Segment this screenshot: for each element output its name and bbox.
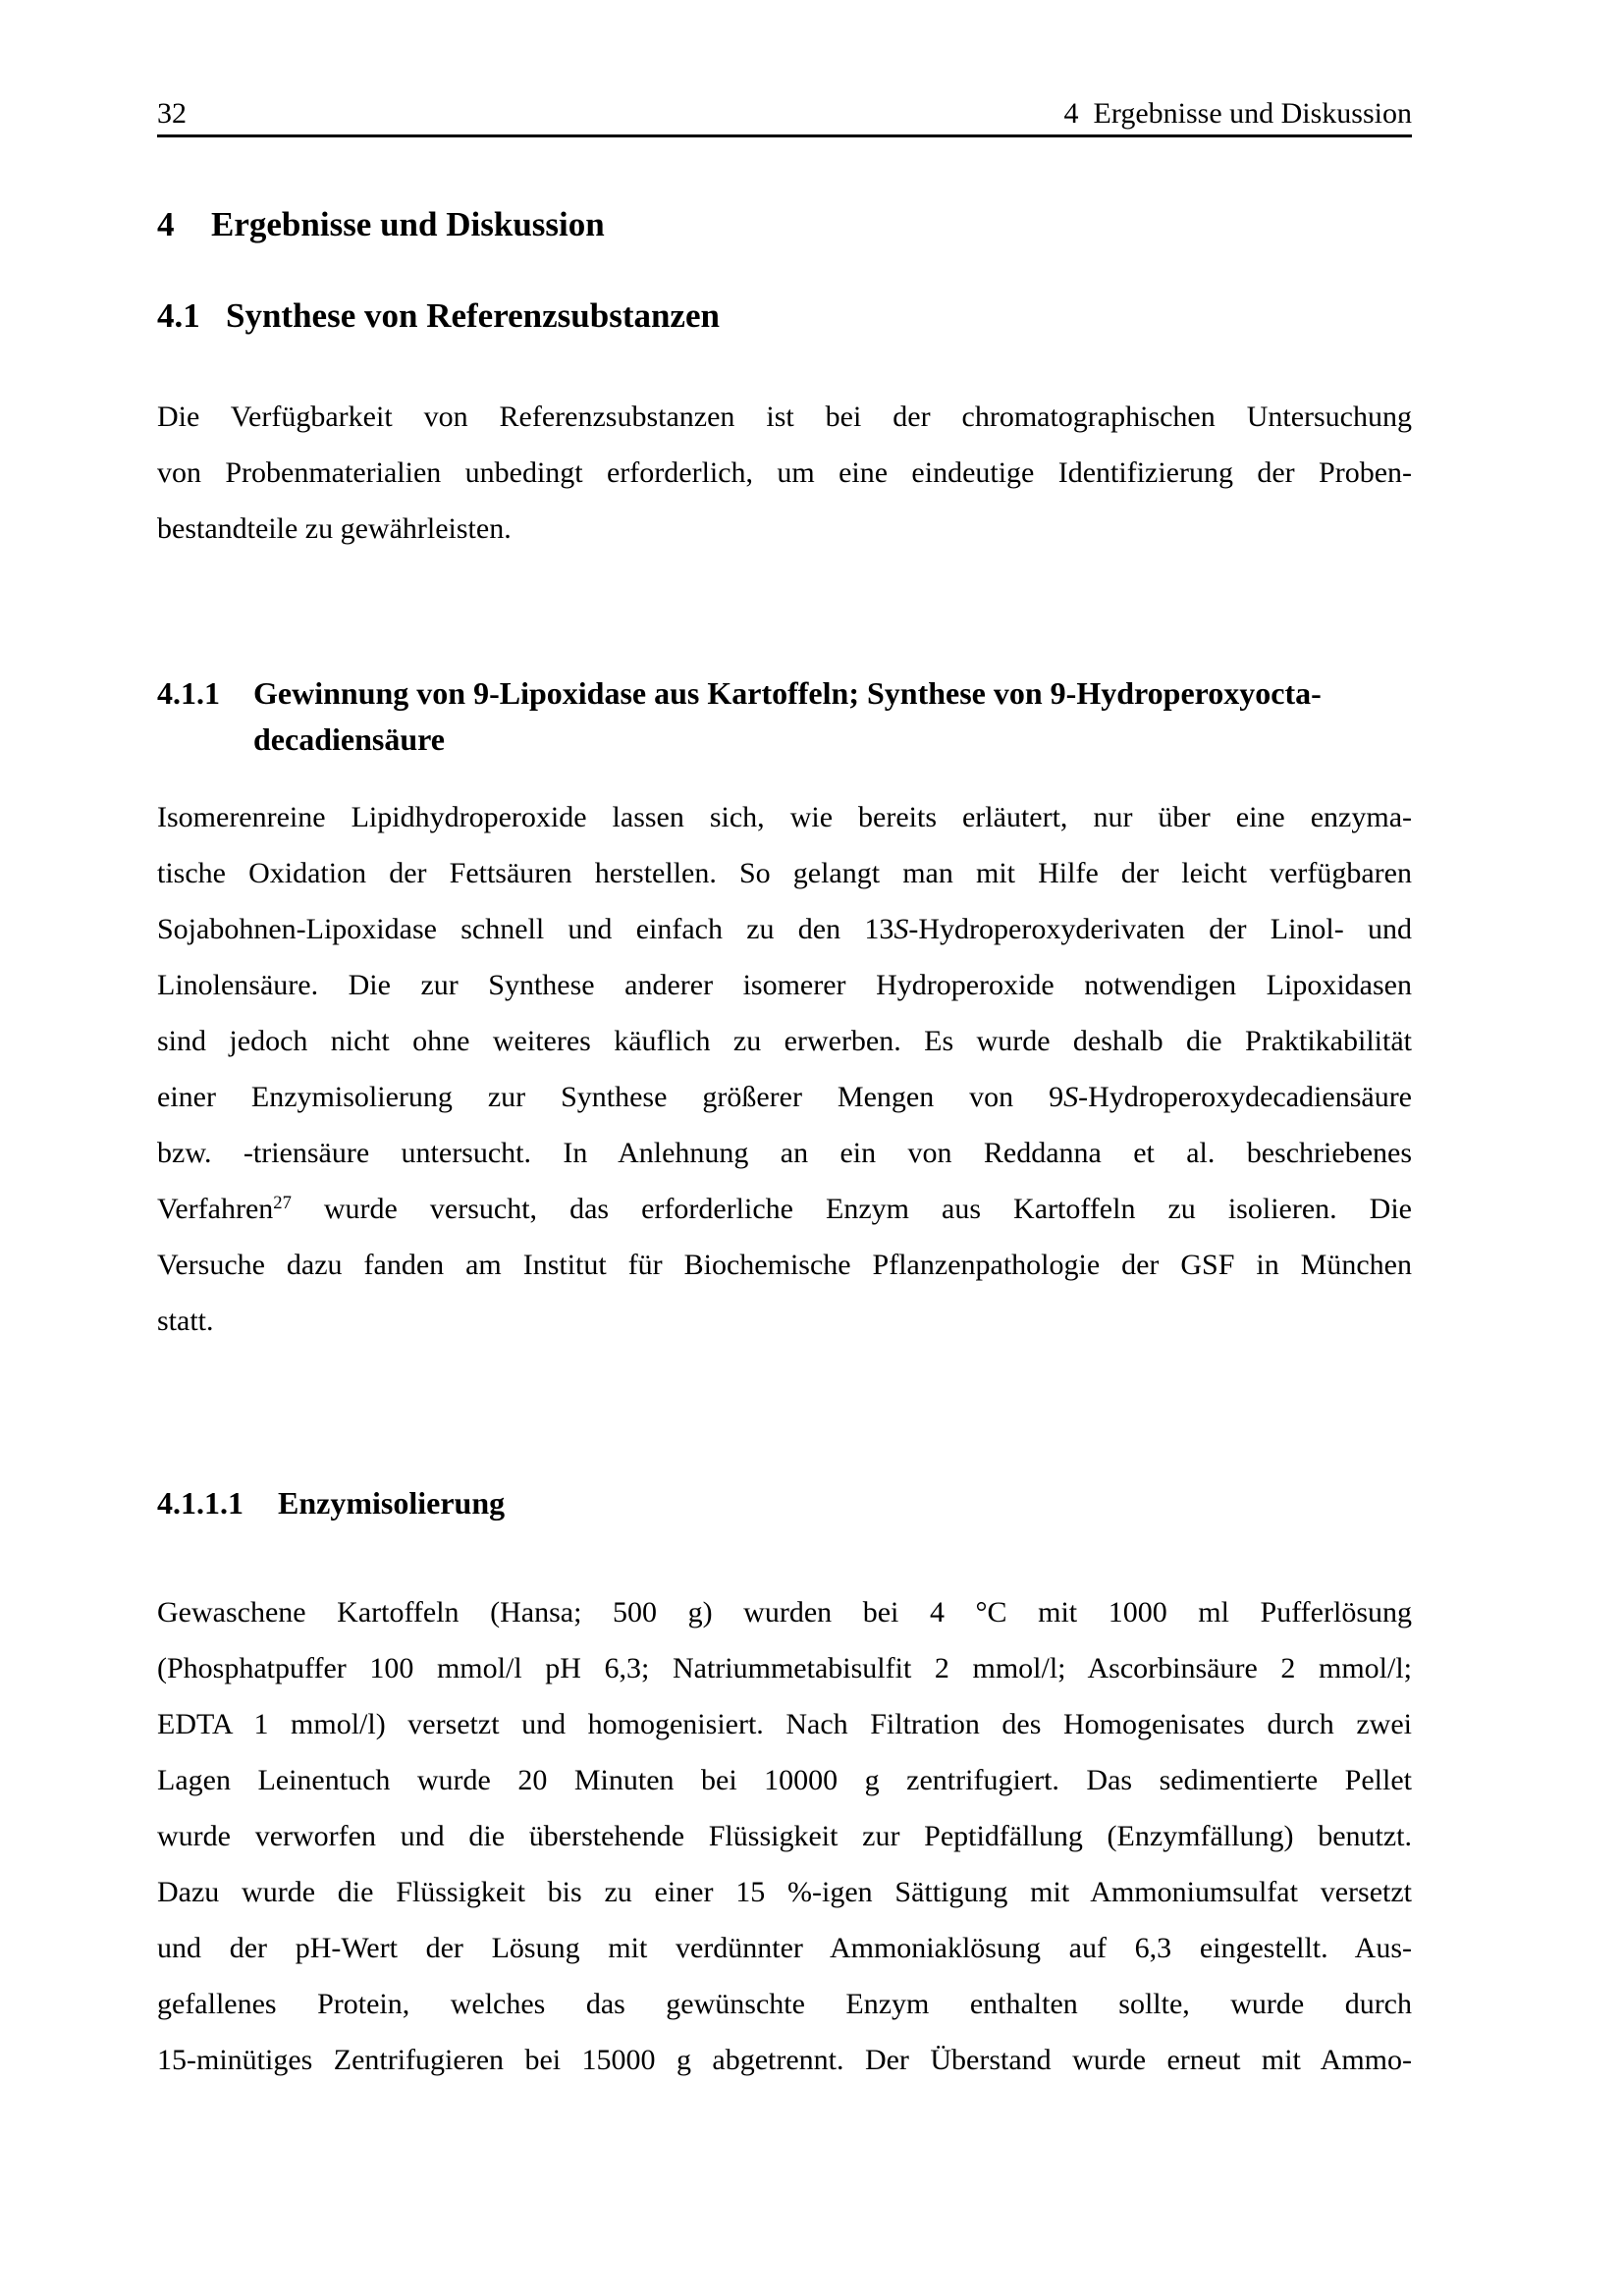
running-header [157,97,1412,133]
text-segment: gefallenes Protein, welches das gewünschte Enzym enthalten sollte, wurde durch [157,1988,1412,2020]
text-segment: 15-minütiges Zentrifugieren bei 15000 g abgetrennt. Der Überstand wurde erneut mit Ammo- [157,2044,1412,2076]
text-line [157,1013,1412,1069]
paragraph-lipoxidase [157,789,1412,1349]
text-line [157,1808,1412,1864]
italic-text-segment: S [893,913,909,945]
text-segment: bzw. -triensäure untersucht. In Anlehnung an ein von Reddanna et al. beschriebenes [157,1137,1412,1169]
text-line [157,2032,1412,2088]
section-heading-4-1-1-1 [157,1480,1412,1526]
running-title: 4 Ergebnisse und Diskussion [1063,97,1412,130]
text-line [157,445,1412,501]
heading-title: Enzymisolierung [278,1485,506,1521]
text-segment: Gewaschene Kartoffeln (Hansa; 500 g) wurden bei 4 °C mit 1000 ml Pufferlösung [157,1596,1412,1629]
paragraph-enzymisolierung [157,1584,1412,2088]
text-segment: von Probenmaterialien unbedingt erforderlich, um eine eindeutige Identifizierung der Proben- [157,456,1412,489]
text-line [157,1864,1412,1920]
text-line [157,1640,1412,1696]
text-segment: -Hydroperoxyderivaten der Linol- und [908,913,1412,945]
text-line [157,789,1412,845]
text-segment: Sojabohnen-Lipoxidase schnell und einfach zu den 13 [157,913,894,945]
text-segment: einer Enzymisolierung zur Synthese größerer Mengen von 9 [157,1081,1064,1113]
heading-title: Ergebnisse und Diskussion [211,205,605,243]
text-segment: EDTA 1 mmol/l) versetzt und homogenisiert. Nach Filtration des Homogenisates durch zwei [157,1708,1412,1740]
text-segment: -Hydroperoxydecadiensäure [1078,1081,1412,1113]
section-heading-4 [157,201,1412,248]
text-segment: bestandteile zu gewährleisten. [157,512,512,545]
text-line [157,1181,1412,1237]
text-line [157,1584,1412,1640]
text-segment: (Phosphatpuffer 100 mmol/l pH 6,3; Natriummetabisulfit 2 mmol/l; Ascorbinsäure 2 mmol/l; [157,1652,1412,1684]
heading-title: Synthese von Referenzsubstanzen [226,296,720,335]
text-segment: Die Verfügbarkeit von Referenzsubstanzen ist bei der chromatographischen Untersuchung [157,400,1412,433]
heading-title-line: Gewinnung von 9-Lipoxidase aus Kartoffeln; Synthese von 9-Hydroperoxyocta- [253,675,1322,711]
text-line [157,1069,1412,1125]
text-line [157,1293,1412,1349]
heading-number: 4 [157,205,175,243]
header-rule [157,134,1412,137]
text-segment: Linolensäure. Die zur Synthese anderer isomerer Hydroperoxide notwendigen Lipoxidasen [157,969,1412,1001]
text-line [157,901,1412,957]
text-segment: und der pH-Wert der Lösung mit verdünnter Ammoniaklösung auf 6,3 eingestellt. Aus- [157,1932,1412,1964]
heading-number: 4.1.1 [157,675,220,711]
text-line [157,1696,1412,1752]
text-segment: wurde versucht, das erforderliche Enzym aus Kartoffeln zu isolieren. Die [291,1193,1412,1225]
text-segment: sind jedoch nicht ohne weiteres käuflich zu erwerben. Es wurde deshalb die Praktikabilität [157,1025,1412,1057]
section-heading-4-1 [157,293,1412,340]
text-line [157,501,1412,557]
text-segment: Isomerenreine Lipidhydroperoxide lassen sich, wie bereits erläutert, nur über eine enzyma- [157,801,1412,833]
text-segment: tische Oxidation der Fettsäuren herstellen. So gelangt man mit Hilfe der leicht verfügbaren [157,857,1412,889]
section-heading-4-1-1 [157,670,1412,763]
text-line [157,1125,1412,1181]
text-line [157,845,1412,901]
heading-number: 4.1 [157,296,200,335]
heading-title-line: decadiensäure [253,721,445,757]
text-line [157,1237,1412,1293]
text-segment: Versuche dazu fanden am Institut für Biochemische Pflanzenpathologie der GSF in München [157,1249,1412,1281]
text-segment: Verfahren [157,1193,274,1225]
text-segment: statt. [157,1305,214,1337]
heading-title [253,670,1412,763]
footnote-reference-superscript: 27 [273,1192,292,1213]
italic-text-segment: S [1063,1081,1079,1113]
text-segment: wurde verworfen und die überstehende Flüssigkeit zur Peptidfällung (Enzymfällung) benutzt. [157,1820,1412,1852]
text-line [157,1752,1412,1808]
text-line [157,1920,1412,1976]
text-line [157,957,1412,1013]
text-segment: Lagen Leinentuch wurde 20 Minuten bei 10000 g zentrifugiert. Das sedimentierte Pellet [157,1764,1412,1796]
text-segment: Dazu wurde die Flüssigkeit bis zu einer 15 %-igen Sättigung mit Ammoniumsulfat versetzt [157,1876,1412,1908]
text-line [157,1976,1412,2032]
heading-number: 4.1.1.1 [157,1485,243,1521]
text-line [157,389,1412,445]
paragraph-referenzsubstanzen [157,389,1412,557]
page-number: 32 [157,97,187,130]
